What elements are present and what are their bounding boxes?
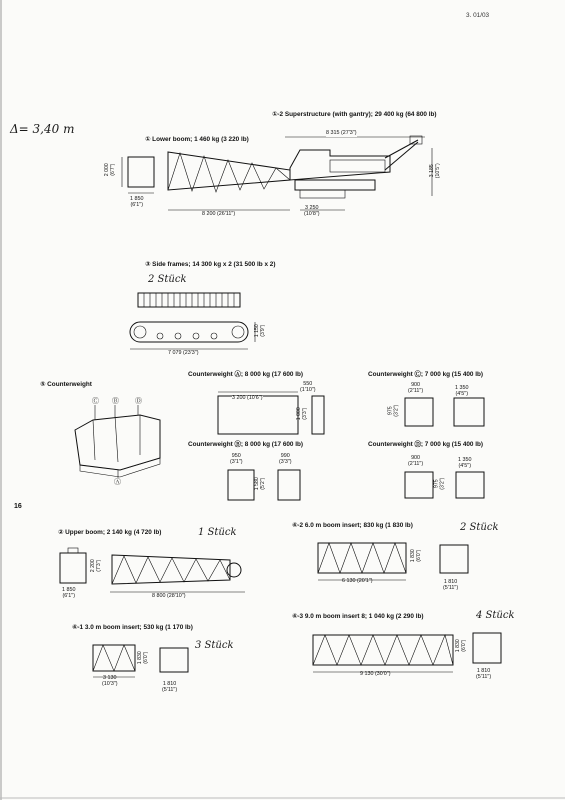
cw-c-width: 900 (2'11") — [408, 382, 424, 394]
cw-d-height: 975 (3'2") — [433, 477, 446, 490]
superstructure-drawing — [285, 136, 432, 210]
counterweight-iso — [75, 405, 160, 478]
side-frames-length: 7 079 (23'3") — [168, 350, 199, 356]
cw-b-w1: 950 (3'1") — [230, 453, 243, 465]
upper-boom-length: 8 800 (28'10") — [152, 593, 186, 599]
insert-6m-length: 6 130 (20'1") — [342, 578, 373, 584]
counterweight-c-drawing — [405, 398, 484, 426]
cw-d-depth: 1 350 (4'5") — [458, 457, 472, 469]
lower-boom-lattice — [168, 152, 290, 210]
cw-a-title: Counterweight Ⓐ; 8 000 kg (17 600 lb) — [188, 371, 304, 378]
superstructure-width: 3 250 (10'8") — [304, 205, 320, 217]
upper-boom-title: ② Upper boom; 2 140 kg (4 720 lb) — [58, 529, 162, 536]
insert-3m-title: ④-1 3.0 m boom insert; 530 kg (1 170 lb) — [72, 624, 193, 631]
cw-b-w2: 990 (3'3") — [279, 453, 292, 465]
cw-c-depth: 1 350 (4'5") — [455, 385, 469, 397]
insert-6m-drawing — [318, 543, 468, 580]
cw-c-height: 975 (3'2") — [387, 404, 400, 417]
cw-b-height: 1 580 (5'2") — [253, 477, 266, 491]
insert-9m-height: 1 830 (6'0") — [454, 639, 467, 653]
cw-a-length: 3 200 (10'6") — [232, 395, 263, 401]
cw-b-title: Counterweight Ⓑ; 8 000 kg (17 600 lb) — [188, 441, 304, 448]
insert-9m-note: 4 Stück — [476, 610, 515, 621]
insert-3m-height: 1 830 (6'0") — [136, 651, 149, 665]
upper-boom-height: 2 200 (7'3") — [89, 559, 102, 573]
insert-3m-note: 3 Stück — [195, 640, 234, 651]
superstructure-height: 3 185 (10'5") — [428, 163, 441, 179]
handnote-delta: Δ= 3,40 m — [10, 122, 75, 136]
counterweight-label-d: Ⓓ — [135, 398, 142, 405]
side-frames-note: 2 Stück — [148, 274, 187, 285]
upper-boom-end-view — [60, 548, 86, 583]
upper-boom-lattice — [110, 555, 245, 592]
counterweight-label-a: Ⓐ — [114, 479, 121, 486]
counterweight-label-c: Ⓒ — [92, 398, 99, 405]
side-frame-top-view — [138, 293, 240, 307]
side-frames-title: ③ Side frames; 14 300 kg x 2 (31 500 lb x 2) — [145, 261, 276, 268]
insert-6m-height: 1 830 (6'0") — [409, 549, 422, 563]
superstructure-title: ①-2 Superstructure (with gantry); 29 400 kg (64 800 lb) — [272, 111, 437, 118]
lower-boom-length: 8 200 (26'11") — [202, 211, 236, 217]
cw-d-title: Counterweight Ⓓ; 7 000 kg (15 400 lb) — [368, 441, 484, 448]
page-number: 16 — [14, 503, 22, 510]
cw-a-depth: 550 (1'10") — [300, 381, 316, 393]
insert-3m-width: 1 810 (5'11") — [162, 681, 178, 693]
insert-9m-title: ④-3 9.0 m boom insert 8; 1 040 kg (2 290 lb) — [292, 613, 424, 620]
counterweight-label-b: Ⓑ — [112, 398, 119, 405]
upper-boom-note: 1 Stück — [198, 527, 237, 538]
header-page-ref: 3. 01/03 — [466, 12, 490, 19]
superstructure-length: 8 315 (27'3") — [326, 130, 357, 136]
counterweight-title: ⑤ Counterweight — [40, 381, 92, 388]
insert-6m-width: 1 810 (5'11") — [443, 579, 459, 591]
lower-boom-title: ① Lower boom; 1 460 kg (3 220 lb) — [145, 136, 249, 143]
upper-boom-width: 1 850 (6'1") — [62, 587, 76, 599]
cw-c-title: Counterweight Ⓒ; 7 000 kg (15 400 lb) — [368, 371, 484, 378]
insert-9m-length: 9 130 (30'0") — [360, 671, 391, 677]
lower-boom-width: 1 850 (6'1") — [130, 196, 144, 208]
side-frame-side-view — [130, 322, 255, 349]
insert-9m-drawing — [313, 633, 501, 672]
side-frames-height: 1 150 (3'9") — [253, 324, 266, 338]
lower-boom-end-view — [122, 157, 154, 193]
lower-boom-height: 2 000 (6'7") — [103, 163, 116, 177]
cw-a-height: 1 000 (3'3") — [295, 407, 308, 421]
insert-3m-length: 3 130 (10'3") — [102, 675, 118, 687]
insert-9m-width: 1 810 (5'11") — [476, 668, 492, 680]
insert-6m-title: ④-2 6.0 m boom insert; 830 kg (1 830 lb) — [292, 522, 413, 529]
insert-6m-note: 2 Stück — [460, 522, 499, 533]
cw-d-width: 900 (2'11") — [408, 455, 424, 467]
